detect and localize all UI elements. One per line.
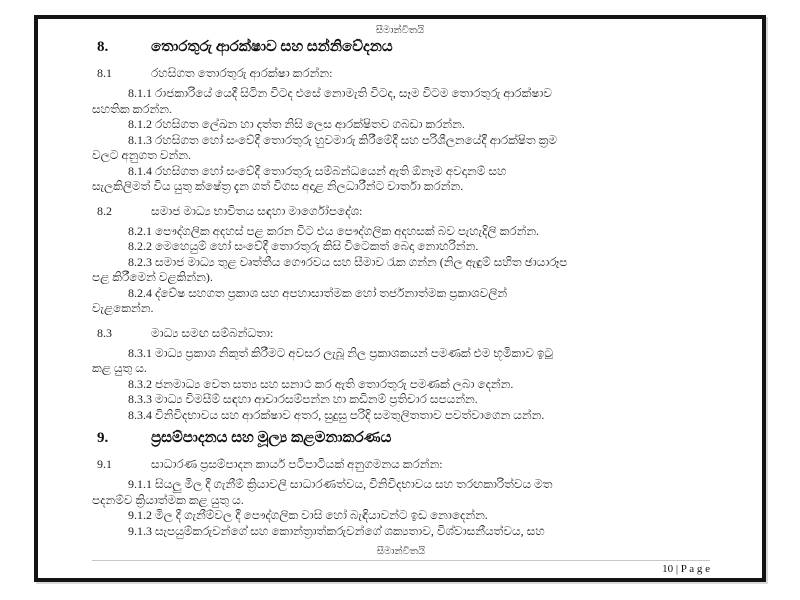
- clause-line: වැළකෙන්න.: [92, 301, 154, 315]
- document-page: [34, 15, 766, 582]
- section-heading: [92, 38, 748, 57]
- subsection-number: 9.1: [97, 457, 112, 471]
- section-title: තොරතුරු ආරක්ෂාව සහ සන්නිවේදනය: [151, 39, 393, 55]
- subsection-number: 8.2: [97, 203, 112, 218]
- clause-line: සැලකිලිමත් විය යුතු ක්ෂේත්‍ර දැන ගත් විගස අදාළ නිලධාරීන්ට වාර්තා කරන්න.: [92, 179, 464, 193]
- subsection-heading: [92, 65, 748, 81]
- section-heading: [92, 429, 748, 448]
- section-number: 9.: [97, 430, 109, 446]
- subsection-number: 8.1: [97, 66, 112, 80]
- subsection-title: රහසිගත තොරතුරු ආරක්ෂා කරන්න:: [151, 66, 333, 80]
- clause-line: පළ කිරීමෙන් වළකින්න).: [92, 270, 213, 284]
- clause-line: 8.1.4 රහසිගත හෝ සංවේදී තොරතුරු සම්බන්ධයෙන් ඇති ඕනෑම අවදානම් සහ: [128, 163, 507, 178]
- subsection-title: සමාජ මාධ්‍ය භාවිතය සඳහා මාර්ගෝපදේශ:: [151, 203, 363, 218]
- section-title: ප්‍රසම්පාදනය සහ මූල්‍ය කළමනාකරණය: [151, 430, 392, 446]
- clause-line: සහතික කරන්න.: [92, 101, 173, 116]
- clause-line: 9.1.2 මිල දී ගැනීම්වල දී පෞද්ගලික වාසි හෝ බැඳියාවන්ට ඉඩ නොදෙන්න.: [128, 508, 488, 522]
- clause-line: 9.1.3 සැපයුම්කරුවන්ගේ සහ කොන්ත්‍රාත්කරුවන්ගේ ශක්‍යතාව, විශ්වාසනීයත්වය, සහ: [128, 523, 545, 538]
- page-footer: [92, 538, 710, 578]
- section-number: 8.: [97, 39, 109, 55]
- footer-rule: [92, 560, 710, 561]
- clause-list: [92, 86, 748, 195]
- page-number: 10 | P a g e: [662, 563, 710, 575]
- clause-line: 8.2.1 පෞද්ගලික අදහස් පළ කරන විට එය පෞද්ගලික අදහසක් බව පැහැදිලි කරන්න.: [128, 223, 540, 238]
- clause-line: 9.1.1 සියලු මිල දී ගැනීම් ක්‍රියාවලි සාධාරණත්වය, විනිවිදභාවය සහ තරඟකාරිත්වය මත: [128, 477, 553, 491]
- clause-line: 8.1.2 රහසිගත ලේඛන හා දත්ත නිසි ලෙස ආරක්ෂිතව ගබඩා කරන්න.: [128, 117, 465, 131]
- page-header-text: සීමාන්විතයි: [375, 25, 425, 36]
- clause-line: 8.1.3 රහසිගත හෝ සංවේදී තොරතුරු හුවමාරු කිරීමේදී සහ පරිශීලනයේදී ආරක්ෂිත ක්‍රම: [128, 132, 558, 147]
- clause-line: කළ යුතු ය.: [92, 361, 147, 375]
- clause-line: 8.1.1 රාජකාරියේ යෙදී සිටින විටද එසේ නොමැති විටද, සෑම විටම තොරතුරු ආරක්ෂාව: [128, 86, 552, 100]
- clause-line: පදනම්ව ක්‍රියාත්මක කළ යුතු ය.: [92, 492, 244, 507]
- subsection-title: සාධාරණ ප්‍රසම්පාදන කාර්ය පටිපාටියක් අනුගමනය කරන්න:: [151, 457, 443, 471]
- clause-list: [92, 224, 748, 317]
- subsection-heading: [92, 456, 748, 472]
- clause-line: 8.3.1 මාධ්‍ය ප්‍රකාශ නිකුත් කිරීමට අවසර ලැබූ නිල ප්‍රකාශකයන් පමණක් එම භූමිකාව ඉටු: [128, 345, 553, 360]
- subsection-heading: [92, 203, 748, 219]
- clause-line: 8.3.2 ජනමාධ්‍ය වෙත සත්‍ය සහ සනාථ කර ඇති තොරතුරු පමණක් ලබා දෙන්න.: [128, 376, 514, 391]
- clause-list: [92, 346, 748, 424]
- clause-list: [92, 477, 748, 539]
- subsection-number: 8.3: [97, 325, 112, 340]
- footer-text: සීමාන්විතයි: [376, 546, 426, 557]
- clause-line: වලට අනුගත වන්න.: [92, 148, 191, 162]
- clause-line: 8.2.4 ද්වේෂ සහගත ප්‍රකාශ සහ අපහාසාත්මක හෝ තර්ජනාත්මක ප්‍රකාශවලින්: [128, 285, 508, 300]
- clause-line: 8.2.3 සමාජ මාධ්‍ය තුළ වෘත්තීය ගෞරවය සහ සීමාව රැක ගන්න (නිල ඇඳුම් සහිත ඡායාරූප: [128, 254, 568, 269]
- clause-line: 8.2.2 මෙහෙයුම් හෝ සංවේදී තොරතුරු කිසි විටෙකත් බෙදා නොහරින්න.: [128, 239, 479, 253]
- subsection-title: මාධ්‍ය සමඟ සම්බන්ධතා:: [151, 325, 274, 340]
- clause-line: 8.3.4 විනිවිදභාවය සහ ආරක්ෂාව අතර, සුදුසු පරිදි සමතුලිතතාව පවත්වාගෙන යන්න.: [128, 407, 545, 422]
- clause-line: 8.3.3 මාධ්‍ය විමසීම් සඳහා ආචාරසම්පන්න හා කඩිනම් ප්‍රතිචාර සපයන්න.: [128, 392, 478, 406]
- subsection-heading: [92, 325, 748, 341]
- document-body: [38, 38, 762, 539]
